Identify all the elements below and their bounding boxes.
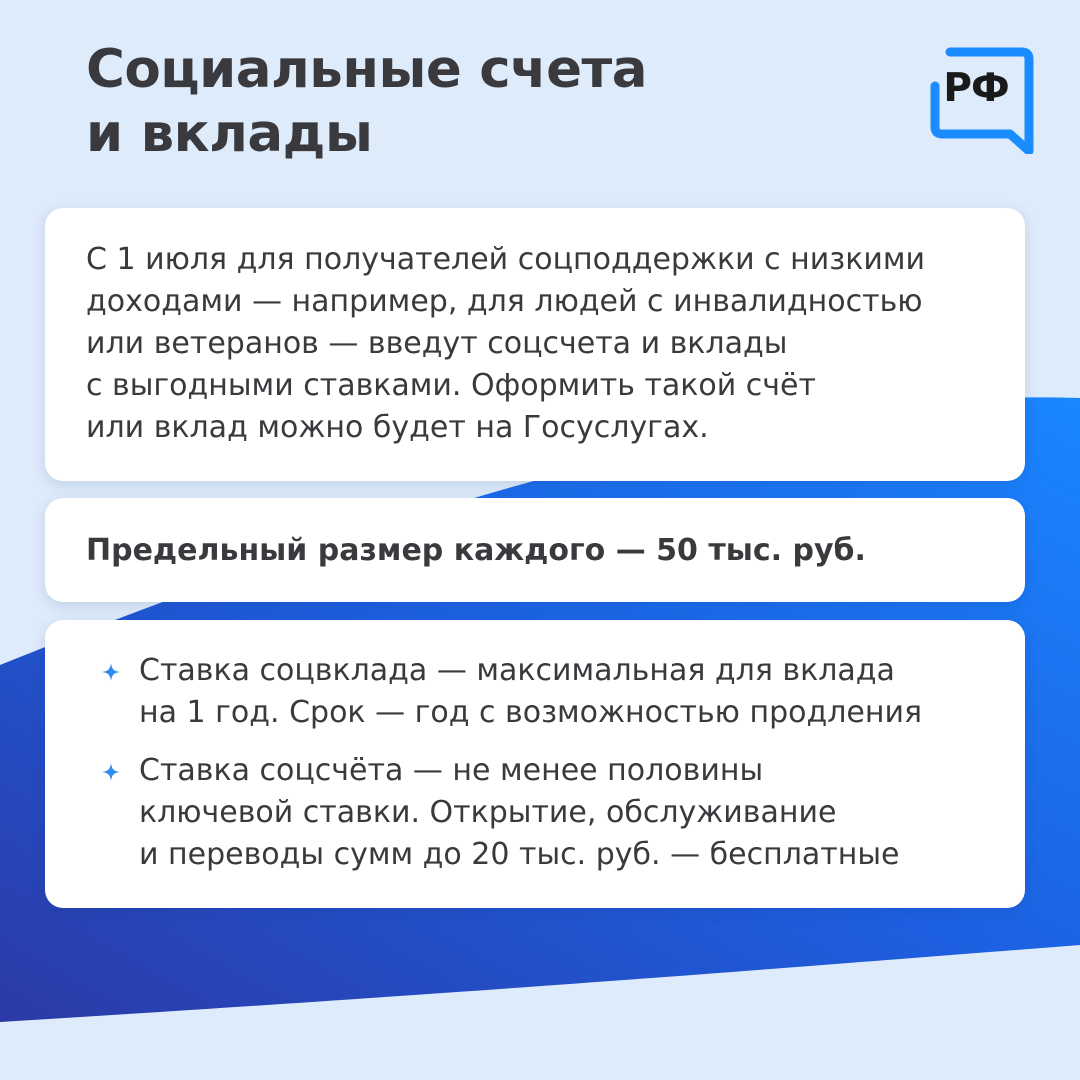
intro-line: С 1 июля для получателей соцподдержки с низкими xyxy=(86,242,925,277)
bullet-line: и переводы сумм до 20 тыс. руб. — бесплатные xyxy=(139,837,900,872)
logo-text: РФ xyxy=(943,66,1009,111)
details-card xyxy=(45,620,1025,908)
limit-text: Предельный размер каждого — 50 тыс. руб. xyxy=(86,533,866,568)
sparkle-icon xyxy=(101,662,121,682)
list-item xyxy=(101,750,995,876)
bullet-line: Ставка соцсчёта — не менее половины xyxy=(139,753,764,788)
intro-line: доходами — например, для людей с инвалидностью xyxy=(86,284,923,319)
intro-text xyxy=(86,239,995,449)
bullet-line: ключевой ставки. Открытие, обслуживание xyxy=(139,795,837,830)
intro-line: или ветеранов — введут соцсчета и вклады xyxy=(86,326,788,361)
sparkle-icon xyxy=(101,762,121,782)
intro-card xyxy=(45,208,1025,481)
list-item xyxy=(101,650,995,734)
title-line-1: Социальные счета xyxy=(86,39,647,100)
bullet-line: на 1 год. Срок — год с возможностью продления xyxy=(139,695,923,730)
intro-line: или вклад можно будет на Госуслугах. xyxy=(86,410,709,445)
bullet-list xyxy=(101,650,995,876)
intro-line: с выгодными ставками. Оформить такой счёт xyxy=(86,368,816,403)
bullet-line: Ставка соцвклада — максимальная для вклада xyxy=(139,653,895,688)
title-line-2: и вклады xyxy=(86,103,373,164)
page-title xyxy=(86,38,647,166)
limit-card xyxy=(45,498,1025,602)
rf-logo xyxy=(930,46,1034,154)
